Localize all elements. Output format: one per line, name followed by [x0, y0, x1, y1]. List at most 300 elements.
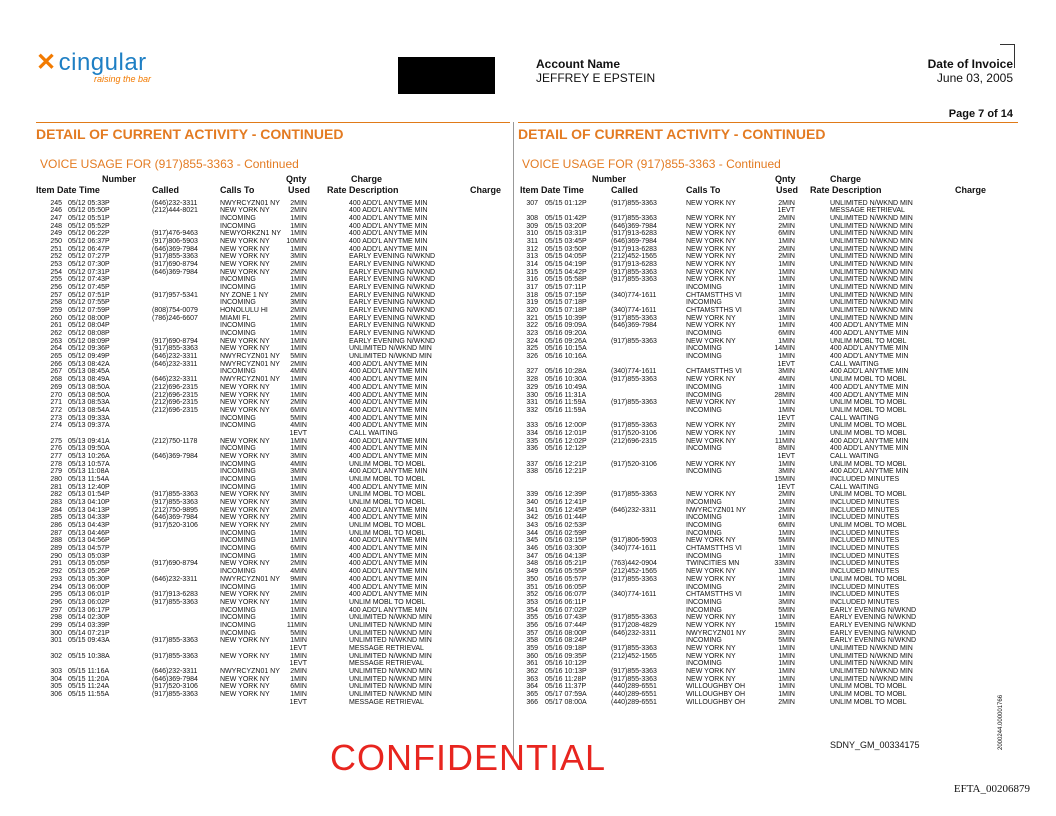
- number-called: (917)855-3363: [611, 268, 657, 276]
- number-called: (917)855-3363: [152, 345, 198, 353]
- item-number: 341: [526, 506, 538, 514]
- date-time: 05/15 11:16A: [68, 667, 110, 675]
- calls-to: INCOMING: [686, 660, 722, 668]
- rate-description: UNLIM MOBL TO MOBL: [830, 491, 907, 499]
- rate-description: EARLY EVENING N/WKND: [349, 330, 436, 338]
- item-number: 319: [526, 299, 538, 307]
- rate-description: 400 ADD'L ANYTME MIN: [349, 422, 428, 430]
- item-number: 363: [526, 675, 538, 683]
- calls-to: INCOMING: [686, 445, 722, 453]
- qnty-used: 2MIN: [290, 260, 307, 268]
- date-time: 05/12 07:59P: [68, 307, 110, 315]
- calls-to: NWYRCYZN01 NY: [220, 575, 280, 583]
- calls-to: NEW YORK NY: [220, 253, 270, 261]
- date-time: 05/13 04:43P: [68, 522, 110, 530]
- qnty-used: 3MIN: [778, 368, 795, 376]
- qnty-used: 2MIN: [778, 583, 795, 591]
- item-number: 277: [50, 452, 62, 460]
- date-time: 05/16 10:28A: [545, 368, 587, 376]
- date-time: 05/12 07:55P: [68, 299, 110, 307]
- calls-to: INCOMING: [220, 214, 256, 222]
- rate-description: UNLIMITED N/WKND MIN: [349, 675, 432, 683]
- item-number: 348: [526, 560, 538, 568]
- calls-to: INCOMING: [686, 606, 722, 614]
- qnty-used: 1MIN: [290, 322, 307, 330]
- calls-to: CHTAMSTTHS VI: [686, 307, 742, 315]
- date-time: 05/12 07:51P: [68, 291, 110, 299]
- number-called: (917)855-3363: [611, 399, 657, 407]
- item-number: 310: [526, 230, 538, 238]
- account-name: JEFFREY E EPSTEIN: [536, 71, 656, 85]
- qnty-used: 8MIN: [778, 445, 795, 453]
- calls-to: NEWYORKZN1 NY: [220, 230, 282, 238]
- date-time: 05/15 11:20A: [68, 675, 110, 683]
- date-time: 05/16 08:24P: [545, 637, 587, 645]
- calls-to: INCOMING: [220, 606, 256, 614]
- date-time: 05/16 06:05P: [545, 583, 587, 591]
- qnty-used: 1MIN: [778, 614, 795, 622]
- qnty-used: 1MIN: [778, 652, 795, 660]
- qnty-used: 1EVT: [289, 644, 307, 652]
- number-called: (917)855-3363: [611, 199, 657, 207]
- date-time: 05/16 09:26A: [545, 337, 587, 345]
- item-number: 306: [50, 691, 62, 699]
- rate-description: UNLIM MOBL TO MOBL: [830, 460, 907, 468]
- rate-description: UNLIM MOBL TO MOBL: [830, 575, 907, 583]
- qnty-used: 4MIN: [290, 568, 307, 576]
- invoice-block: [928, 57, 1013, 85]
- date-time: 05/16 06:07P: [545, 591, 587, 599]
- rate-description: UNLIMITED N/WKND MIN: [830, 214, 913, 222]
- item-number: 301: [50, 637, 62, 645]
- date-time: 05/13 10:57A: [68, 460, 110, 468]
- qnty-used: 2MIN: [778, 245, 795, 253]
- rate-description: UNLIMITED N/WKND MIN: [830, 660, 913, 668]
- calls-to: NWYRCYZN01 NY: [220, 376, 280, 384]
- calls-to: NEW YORK NY: [686, 575, 736, 583]
- item-number: 352: [526, 591, 538, 599]
- qnty-used: 2MIN: [778, 199, 795, 207]
- date-time: 05/15 03:20P: [545, 222, 587, 230]
- qnty-used: 2MIN: [778, 506, 795, 514]
- date-time: 05/16 03:30P: [545, 545, 587, 553]
- number-called: (917)855-3363: [611, 491, 657, 499]
- rate-description: UNLIM MOBL TO MOBL: [830, 399, 907, 407]
- rate-description: INCLUDED MINUTES: [830, 506, 900, 514]
- rate-description: UNLIM MOBL TO MOBL: [830, 683, 907, 691]
- qnty-used: 1MIN: [778, 353, 795, 361]
- rate-description: 400 ADD'L ANYTME MIN: [830, 437, 909, 445]
- rate-description: UNLIMITED N/WKND MIN: [830, 299, 913, 307]
- number-called: (340)774-1611: [611, 291, 657, 299]
- rate-description: UNLIM MOBL TO MOBL: [830, 522, 907, 530]
- item-number: 285: [50, 514, 62, 522]
- qnty-used: 3MIN: [778, 598, 795, 606]
- item-number: 340: [526, 499, 538, 507]
- rate-description: UNLIMITED N/WKND MIN: [830, 291, 913, 299]
- date-time: 05/12 06:47P: [68, 245, 110, 253]
- qnty-used: 3MIN: [290, 253, 307, 261]
- account-label: Account Name: [536, 57, 621, 71]
- date-time: 05/15 04:05P: [545, 253, 587, 261]
- header-rate-description: Rate Description: [327, 185, 399, 195]
- item-number: 302: [50, 652, 62, 660]
- qnty-used: 1EVT: [777, 483, 795, 491]
- qnty-used: 4MIN: [290, 368, 307, 376]
- calls-to: NEW YORK NY: [220, 452, 270, 460]
- date-time: 05/13 12:40P: [68, 483, 110, 491]
- qnty-used: 1MIN: [290, 583, 307, 591]
- number-called: (212)444-8021: [152, 207, 198, 215]
- item-number: 366: [526, 698, 538, 706]
- rate-description: UNLIMITED N/WKND MIN: [830, 644, 913, 652]
- qnty-used: 1EVT: [289, 429, 307, 437]
- qnty-used: 1MIN: [290, 230, 307, 238]
- number-called: (646)369-7984: [152, 245, 198, 253]
- rate-description: EARLY EVENING N/WKND: [349, 322, 436, 330]
- calls-to: NY ZONE 1 NY: [220, 291, 269, 299]
- logo-text: cingular: [58, 49, 147, 76]
- calls-to: INCOMING: [686, 299, 722, 307]
- item-number: 298: [50, 614, 62, 622]
- qnty-used: 1MIN: [778, 575, 795, 583]
- rate-description: UNLIMITED N/WKND MIN: [830, 230, 913, 238]
- number-called: (646)232-3311: [152, 376, 198, 384]
- rate-description: UNLIMITED N/WKND MIN: [830, 652, 913, 660]
- qnty-used: 1MIN: [778, 545, 795, 553]
- rate-description: UNLIMITED N/WKND MIN: [830, 283, 913, 291]
- header-qnty: Qnty: [775, 174, 796, 184]
- item-number: 361: [526, 660, 538, 668]
- qnty-used: 1MIN: [290, 345, 307, 353]
- date-time: 05/13 06:01P: [68, 591, 110, 599]
- item-number: 339: [526, 491, 538, 499]
- date-time: 05/15 01:12P: [545, 199, 587, 207]
- calls-to: NEW YORK NY: [686, 614, 736, 622]
- calls-to: WILLOUGHBY OH: [686, 698, 745, 706]
- date-time: 05/12 05:50P: [68, 207, 110, 215]
- calls-to: NEW YORK NY: [686, 230, 736, 238]
- date-time: 05/16 12:21P: [545, 460, 587, 468]
- rate-description: MESSAGE RETRIEVAL: [349, 644, 424, 652]
- qnty-used: 1MIN: [290, 330, 307, 338]
- item-number: 356: [526, 621, 538, 629]
- calls-to: INCOMING: [686, 406, 722, 414]
- calls-to: NWYRCYZN01 NY: [220, 360, 280, 368]
- date-time: 05/14 07:21P: [68, 629, 110, 637]
- date-time: 05/16 11:59A: [545, 399, 587, 407]
- calls-to: NEW YORK NY: [686, 314, 736, 322]
- item-number: 266: [50, 360, 62, 368]
- rate-description: UNLIMITED N/WKND MIN: [830, 245, 913, 253]
- date-time: 05/15 11:55A: [68, 691, 110, 699]
- qnty-used: 9MIN: [290, 575, 307, 583]
- calls-to: INCOMING: [686, 529, 722, 537]
- item-number: 261: [50, 322, 62, 330]
- calls-to: NEW YORK NY: [686, 322, 736, 330]
- rate-description: UNLIMITED N/WKND MIN: [349, 621, 432, 629]
- rate-description: 400 ADD'L ANYTME MIN: [349, 214, 428, 222]
- number-called: (212)696-2315: [152, 399, 198, 407]
- section-title-left: DETAIL OF CURRENT ACTIVITY - CONTINUED: [36, 122, 510, 144]
- date-time: 05/16 02:59P: [545, 529, 587, 537]
- date-time: 05/16 11:59A: [545, 406, 587, 414]
- rate-description: 400 ADD'L ANYTME MIN: [349, 376, 428, 384]
- item-number: 333: [526, 422, 538, 430]
- qnty-used: 3MIN: [778, 307, 795, 315]
- qnty-used: 2MIN: [778, 222, 795, 230]
- header-calls-to: Calls To: [686, 185, 721, 195]
- item-number: 276: [50, 445, 62, 453]
- date-time: 05/12 07:45P: [68, 283, 110, 291]
- rate-description: EARLY EVENING N/WKND: [349, 283, 436, 291]
- date-time: 05/16 06:11P: [545, 598, 587, 606]
- rate-description: 400 ADD'L ANYTME MIN: [349, 575, 428, 583]
- calls-to: INCOMING: [686, 283, 722, 291]
- item-number: 303: [50, 667, 62, 675]
- calls-to: NEW YORK NY: [220, 560, 270, 568]
- rate-description: EARLY EVENING N/WKND: [349, 299, 436, 307]
- date-time: 05/13 01:54P: [68, 491, 110, 499]
- rate-description: UNLIMITED N/WKND MIN: [349, 652, 432, 660]
- qnty-used: 33MIN: [774, 560, 795, 568]
- calls-to: NEW YORK NY: [220, 345, 270, 353]
- number-called: (340)774-1611: [611, 307, 657, 315]
- rate-description: INCLUDED MINUTES: [830, 583, 900, 591]
- item-number: 360: [526, 652, 538, 660]
- calls-to: NEW YORK NY: [686, 667, 736, 675]
- item-number: 248: [50, 222, 62, 230]
- calls-to: NEW YORK NY: [220, 337, 270, 345]
- rate-description: INCLUDED MINUTES: [830, 529, 900, 537]
- item-number: 268: [50, 376, 62, 384]
- rate-description: INCLUDED MINUTES: [830, 514, 900, 522]
- qnty-used: 1MIN: [290, 552, 307, 560]
- date-time: 05/16 12:02P: [545, 437, 587, 445]
- confidential-stamp: CONFIDENTIAL: [330, 737, 607, 778]
- rate-description: 400 ADD'L ANYTME MIN: [830, 345, 909, 353]
- number-called: (212)750-9895: [152, 506, 198, 514]
- item-number: 259: [50, 307, 62, 315]
- rate-description: EARLY EVENING N/WKND: [830, 614, 917, 622]
- rate-description: UNLIM MOBL TO MOBL: [349, 529, 426, 537]
- calls-to: NEW YORK NY: [220, 675, 270, 683]
- item-number: 322: [526, 322, 538, 330]
- calls-to: INCOMING: [220, 468, 256, 476]
- calls-to: NEW YORK NY: [686, 568, 736, 576]
- calls-to: INCOMING: [686, 391, 722, 399]
- item-number: 316: [526, 276, 538, 284]
- date-time: 05/16 11:31A: [545, 391, 587, 399]
- calls-to: NEW YORK NY: [686, 222, 736, 230]
- qnty-used: 2MIN: [290, 268, 307, 276]
- rate-description: 400 ADD'L ANYTME MIN: [830, 391, 909, 399]
- calls-to: NEW YORK NY: [686, 429, 736, 437]
- rate-description: UNLIMITED N/WKND MIN: [830, 260, 913, 268]
- item-number: 250: [50, 237, 62, 245]
- item-number: 355: [526, 614, 538, 622]
- date-time: 05/13 08:50A: [68, 383, 110, 391]
- item-number: 289: [50, 545, 62, 553]
- number-called: (646)369-7984: [152, 452, 198, 460]
- rate-description: 400 ADD'L ANYTME MIN: [830, 468, 909, 476]
- usage-subtitle-right: VOICE USAGE FOR (917)855-3363 - Continued: [522, 157, 781, 171]
- number-called: (917)520-3106: [152, 522, 198, 530]
- qnty-used: 1MIN: [290, 483, 307, 491]
- header-charge-desc: Charge: [830, 174, 862, 184]
- qnty-used: 1MIN: [778, 552, 795, 560]
- number-called: (917)957-5341: [152, 291, 198, 299]
- efta-number: EFTA_00206879: [953, 783, 1030, 795]
- calls-to: NEW YORK NY: [220, 399, 270, 407]
- calls-to: NEW YORK NY: [686, 214, 736, 222]
- rate-description: 400 ADD'L ANYTME MIN: [349, 545, 428, 553]
- rate-description: 400 ADD'L ANYTME MIN: [349, 245, 428, 253]
- calls-to: NEW YORK NY: [220, 652, 270, 660]
- calls-to: NEW YORK NY: [220, 506, 270, 514]
- number-called: (917)913-6283: [611, 260, 657, 268]
- rate-description: 400 ADD'L ANYTME MIN: [830, 353, 909, 361]
- item-number: 313: [526, 253, 538, 261]
- date-time: 05/12 06:22P: [68, 230, 110, 238]
- item-number: 290: [50, 552, 62, 560]
- calls-to: INCOMING: [220, 537, 256, 545]
- rate-description: UNLIM MOBL TO MOBL: [349, 522, 426, 530]
- date-time: 05/15 07:15P: [545, 291, 587, 299]
- date-time: 05/14 03:39P: [68, 621, 110, 629]
- calls-to: INCOMING: [220, 483, 256, 491]
- qnty-used: 1EVT: [777, 452, 795, 460]
- number-called: (646)369-7984: [611, 222, 657, 230]
- item-number: 364: [526, 683, 538, 691]
- item-number: 330: [526, 391, 538, 399]
- date-time: 05/12 07:30P: [68, 260, 110, 268]
- cingular-x-icon: ✕: [36, 49, 57, 76]
- qnty-used: 15MIN: [774, 475, 795, 483]
- date-time: 05/17 08:00A: [545, 698, 587, 706]
- calls-to: NEW YORK NY: [220, 237, 270, 245]
- date-time: 05/13 08:50A: [68, 391, 110, 399]
- date-time: 05/13 06:00P: [68, 583, 110, 591]
- number-called: (917)855-3363: [611, 422, 657, 430]
- item-number: 287: [50, 529, 62, 537]
- item-number: 273: [50, 414, 62, 422]
- calls-to: NEW YORK NY: [220, 491, 270, 499]
- item-number: 245: [50, 199, 62, 207]
- date-time: 05/16 01:44P: [545, 514, 587, 522]
- qnty-used: 1EVT: [289, 660, 307, 668]
- item-number: 345: [526, 537, 538, 545]
- date-time: 05/15 10:38A: [68, 652, 110, 660]
- date-time: 05/12 08:00P: [68, 314, 110, 322]
- rate-description: UNLIMITED N/WKND MIN: [349, 683, 432, 691]
- rate-description: UNLIM MOBL TO MOBL: [349, 491, 426, 499]
- qnty-used: 1MIN: [778, 675, 795, 683]
- qnty-used: 3MIN: [290, 499, 307, 507]
- calls-to: INCOMING: [220, 621, 256, 629]
- date-time: 05/13 05:03P: [68, 552, 110, 560]
- calls-to: NWYRCYZN01 NY: [686, 506, 746, 514]
- header-called: Called: [611, 185, 639, 195]
- number-called: (917)208-4829: [611, 621, 657, 629]
- qnty-used: 1EVT: [777, 207, 795, 215]
- qnty-used: 1MIN: [778, 460, 795, 468]
- date-time: 05/16 12:39P: [545, 491, 587, 499]
- qnty-used: 10MIN: [286, 237, 307, 245]
- calls-to: INCOMING: [220, 445, 256, 453]
- cingular-logo: [36, 48, 176, 92]
- qnty-used: 1MIN: [778, 683, 795, 691]
- calls-to: MIAMI FL: [220, 314, 251, 322]
- rate-description: EARLY EVENING N/WKND: [830, 606, 917, 614]
- date-time: 05/12 08:09P: [68, 337, 110, 345]
- item-number: 344: [526, 529, 538, 537]
- qnty-used: 1MIN: [778, 299, 795, 307]
- rate-description: UNLIMITED N/WKND MIN: [349, 667, 432, 675]
- qnty-used: 3MIN: [778, 468, 795, 476]
- rate-description: MESSAGE RETRIEVAL: [830, 207, 905, 215]
- rate-description: CALL WAITING: [830, 452, 879, 460]
- calls-to: NWYRCYZN01 NY: [686, 629, 746, 637]
- calls-to: NEW YORK NY: [220, 406, 270, 414]
- rate-description: UNLIMITED N/WKND MIN: [830, 222, 913, 230]
- calls-to: NEW YORK NY: [220, 598, 270, 606]
- qnty-used: 2MIN: [778, 698, 795, 706]
- calls-to: INCOMING: [220, 460, 256, 468]
- rate-description: 400 ADD'L ANYTME MIN: [830, 368, 909, 376]
- calls-to: NEW YORK NY: [220, 207, 270, 215]
- rate-description: 400 ADD'L ANYTME MIN: [349, 514, 428, 522]
- qnty-used: 2MIN: [290, 522, 307, 530]
- item-number: 314: [526, 260, 538, 268]
- qnty-used: 1MIN: [290, 637, 307, 645]
- item-number: 257: [50, 291, 62, 299]
- date-time: 05/15 05:58P: [545, 276, 587, 284]
- header-used: Used: [776, 185, 799, 195]
- number-called: (212)452-1565: [611, 568, 657, 576]
- qnty-used: 1MIN: [290, 529, 307, 537]
- header-rate-description: Rate Description: [810, 185, 882, 195]
- date-time: 05/12 08:08P: [68, 330, 110, 338]
- item-number: 334: [526, 429, 538, 437]
- qnty-used: 6MIN: [778, 230, 795, 238]
- calls-to: INCOMING: [220, 545, 256, 553]
- rate-description: 400 ADD'L ANYTME MIN: [349, 237, 428, 245]
- qnty-used: 3MIN: [290, 299, 307, 307]
- qnty-used: 2MIN: [290, 399, 307, 407]
- rate-description: EARLY EVENING N/WKND: [349, 337, 436, 345]
- item-number: 278: [50, 460, 62, 468]
- date-time: 05/12 06:37P: [68, 237, 110, 245]
- rate-description: 400 ADD'L ANYTME MIN: [349, 552, 428, 560]
- rate-description: EARLY EVENING N/WKND: [830, 629, 917, 637]
- date-time: 05/13 06:02P: [68, 598, 110, 606]
- qnty-used: 11MIN: [774, 437, 795, 445]
- rate-description: 400 ADD'L ANYTME MIN: [830, 322, 909, 330]
- rate-description: 400 ADD'L ANYTME MIN: [349, 468, 428, 476]
- item-number: 256: [50, 283, 62, 291]
- calls-to: NEW YORK NY: [686, 268, 736, 276]
- number-called: (646)369-7984: [611, 322, 657, 330]
- qnty-used: 28MIN: [774, 391, 795, 399]
- number-called: (646)232-3311: [152, 575, 198, 583]
- calls-to: WILLOUGHBY OH: [686, 691, 745, 699]
- qnty-used: 2MIN: [290, 591, 307, 599]
- qnty-used: 1MIN: [778, 691, 795, 699]
- rate-description: 400 ADD'L ANYTME MIN: [349, 406, 428, 414]
- qnty-used: 6MIN: [778, 330, 795, 338]
- qnty-used: 1MIN: [290, 537, 307, 545]
